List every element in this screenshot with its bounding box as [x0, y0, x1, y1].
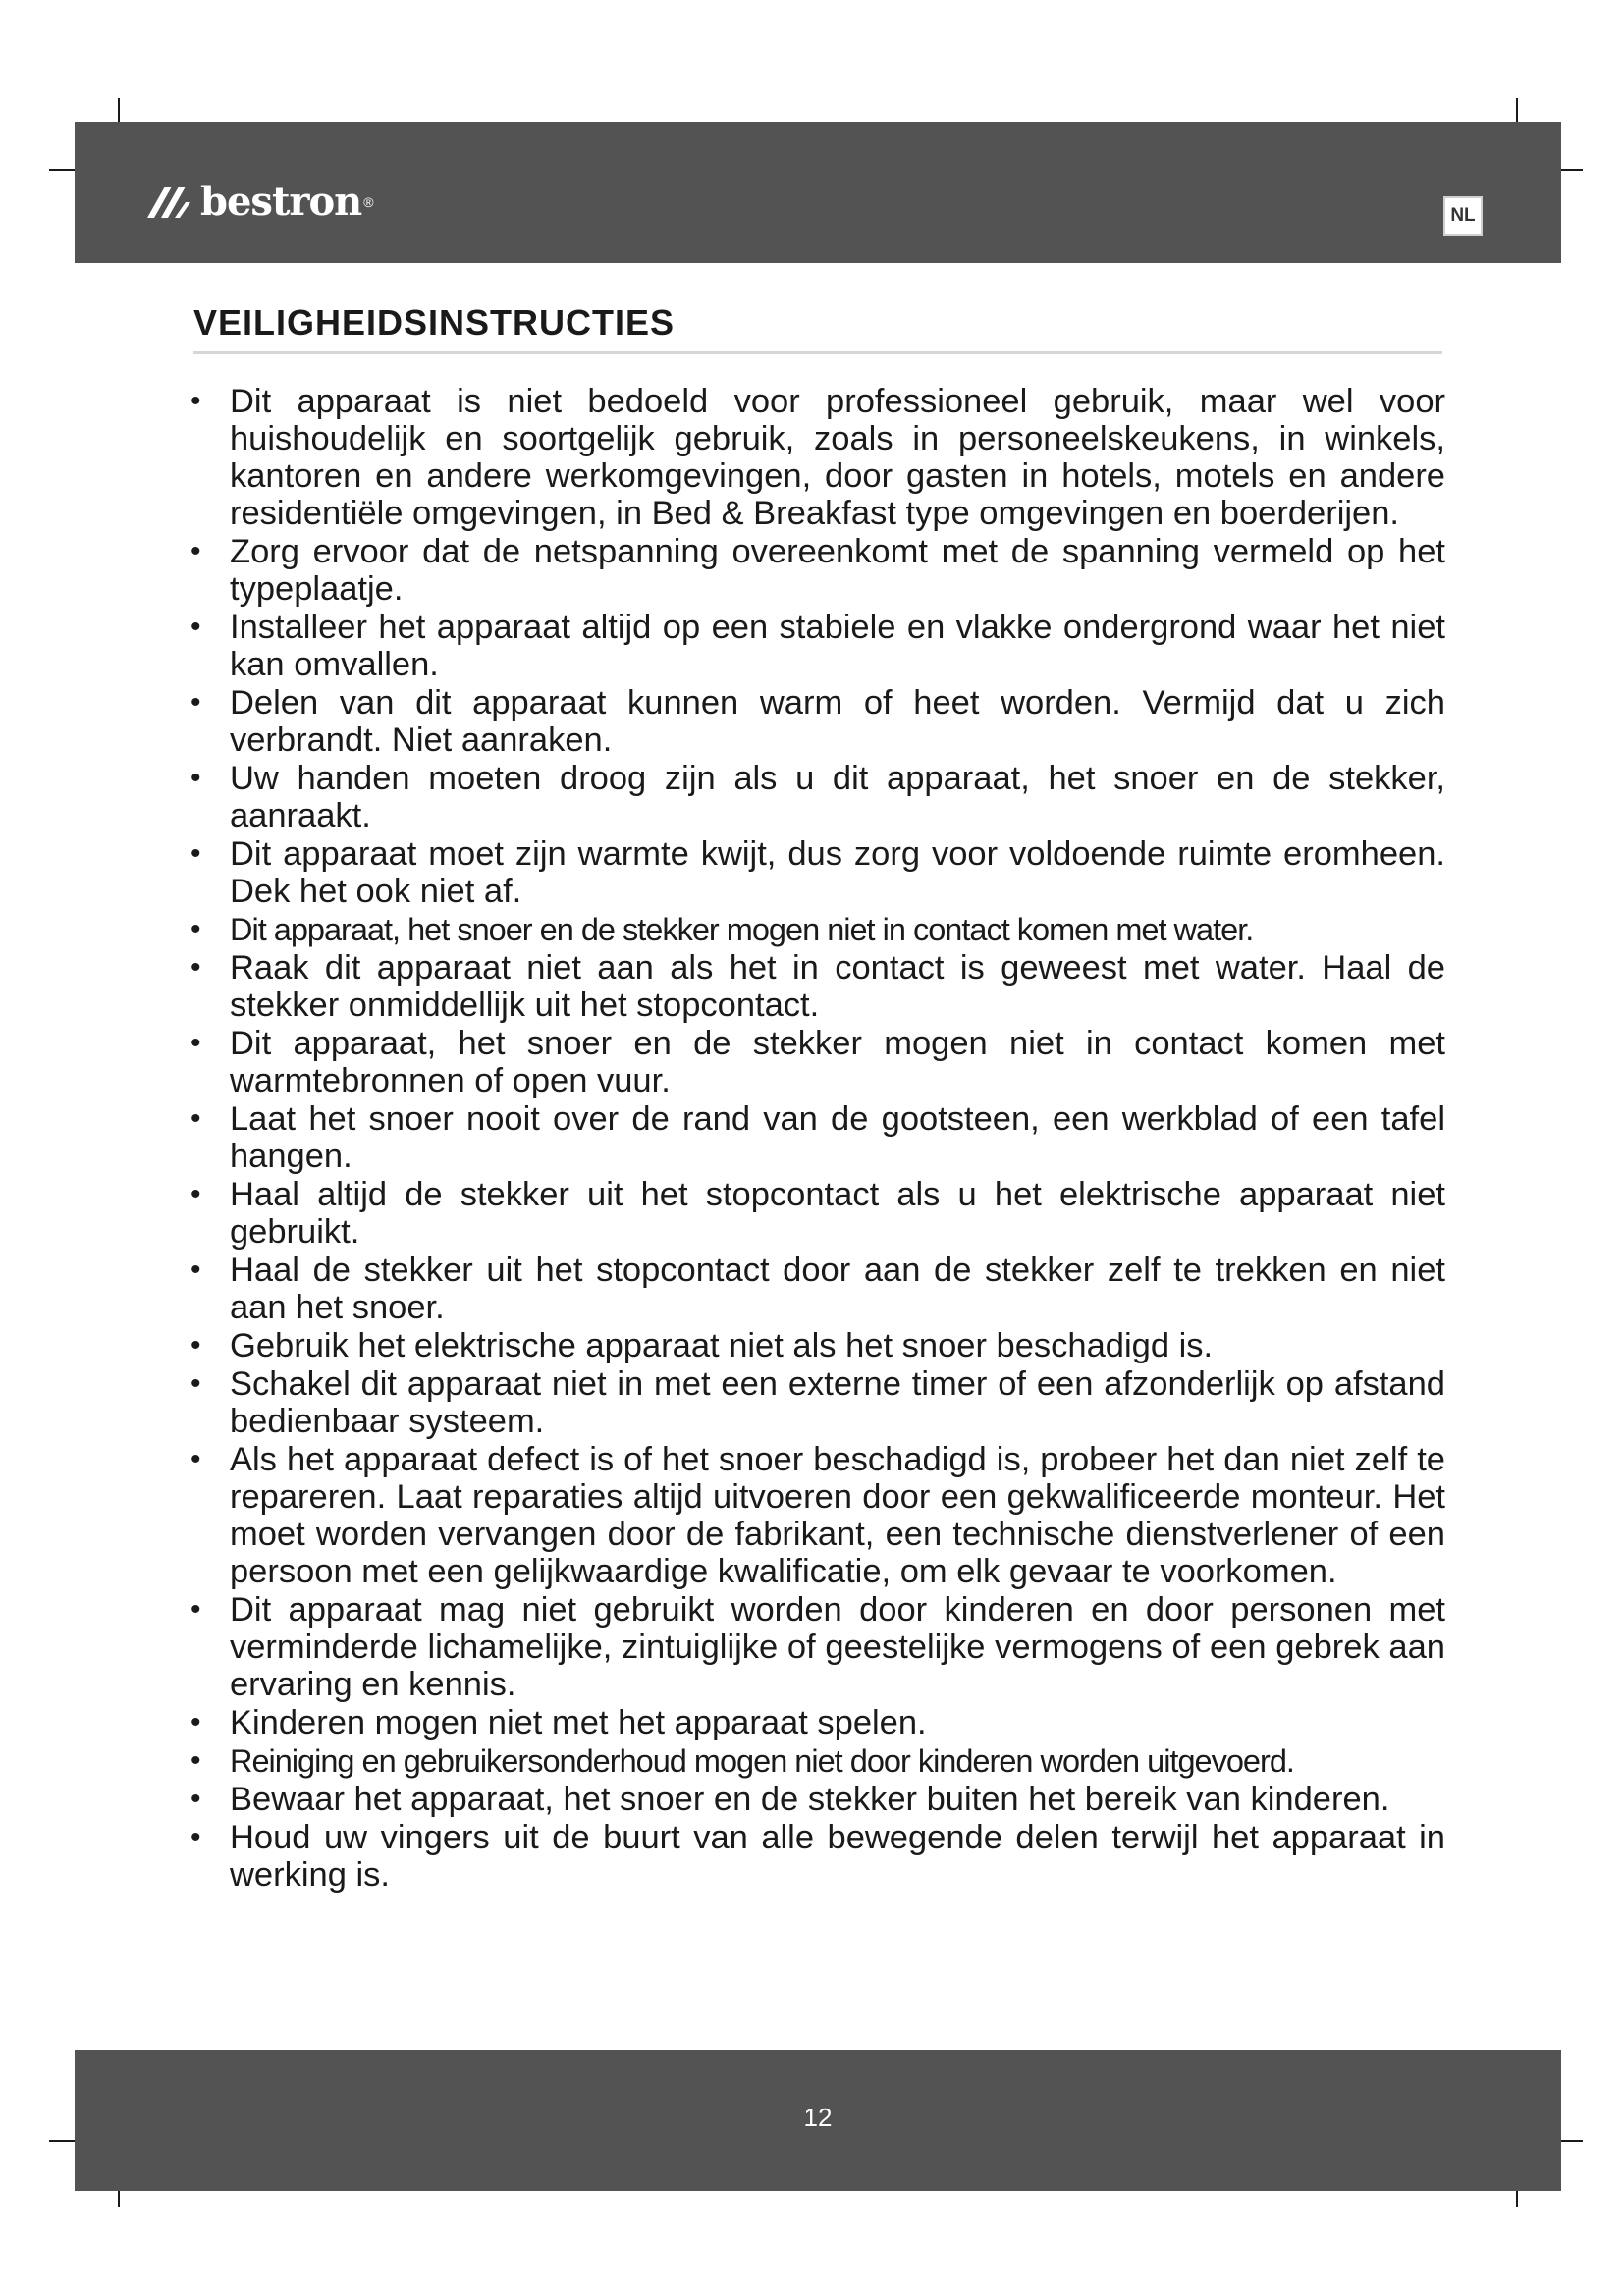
list-item-text: Haal altijd de stekker uit het stopcontact als u het elektrische apparaat niet gebruikt.: [230, 1176, 1445, 1251]
list-item-text: Reiniging en gebruikersonderhoud mogen niet door kinderen worden uitgevoerd.: [230, 1743, 1294, 1779]
list-item-text: Uw handen moeten droog zijn als u dit apparaat, het snoer en de stekker, aanraakt.: [230, 760, 1445, 834]
list-item-text: Kinderen mogen niet met het apparaat spelen.: [230, 1704, 927, 1741]
bullet: •: [190, 1744, 200, 1777]
brand-name: bestron: [200, 179, 362, 225]
bullet: •: [190, 837, 201, 870]
bullet: •: [190, 1706, 201, 1738]
bullet: •: [190, 1254, 201, 1286]
bullet: •: [190, 951, 201, 984]
bullet: •: [190, 1783, 201, 1815]
language-badge: NL: [1443, 196, 1483, 236]
list-item: [169, 533, 1445, 608]
list-item-text: Dit apparaat is niet bedoeld voor professioneel gebruik, maar wel voor huishoudelijk en soortgelijk gebruik, zoals in personeelskeukens, in winkels, kantoren en andere werkomgevingen, door gasten in hotels, motels en andere residentiële omgevingen, in Bed & Breakfast type omgevingen en boerderijen.: [230, 383, 1445, 532]
double-chevron-icon: [145, 183, 194, 222]
list-item: [169, 1025, 1445, 1099]
list-item: [169, 1100, 1445, 1175]
bullet: •: [190, 686, 201, 719]
bullet: •: [190, 1329, 201, 1362]
bullet: •: [190, 1593, 201, 1626]
title-divider: [193, 351, 1442, 354]
list-item-text: Laat het snoer nooit over de rand van de gootsteen, een werkblad of een tafel hangen.: [230, 1100, 1445, 1175]
list-item-text: Dit apparaat, het snoer en de stekker mogen niet in contact komen met water.: [230, 912, 1254, 947]
page-number: 12: [803, 2103, 833, 2132]
list-item-text: Dit apparaat mag niet gebruikt worden door kinderen en door personen met verminderde lichamelijke, zintuiglijke of geestelijke vermogens of een gebrek aan ervaring en kennis.: [230, 1591, 1445, 1703]
list-item-text: Houd uw vingers uit de buurt van alle bewegende delen terwijl het apparaat in werking is.: [230, 1819, 1445, 1894]
list-item-text: Dit apparaat, het snoer en de stekker mogen niet in contact komen met warmtebronnen of open vuur.: [230, 1025, 1445, 1099]
list-item: [169, 1176, 1445, 1251]
list-item-text: Zorg ervoor dat de netspanning overeenkomt met de spanning vermeld op het typeplaatje.: [230, 533, 1445, 608]
list-item: [169, 949, 1445, 1024]
list-item: [169, 1591, 1445, 1703]
registered-mark: ®: [363, 194, 374, 210]
bullet: •: [190, 1443, 201, 1475]
list-item: [169, 684, 1445, 759]
list-item-text: Bewaar het apparaat, het snoer en de stekker buiten het bereik van kinderen.: [230, 1781, 1390, 1818]
list-item-text: Raak dit apparaat niet aan als het in contact is geweest met water. Haal de stekker onmiddellijk uit het stopcontact.: [230, 949, 1445, 1024]
list-item: [169, 1781, 1445, 1818]
list-item: [169, 911, 1445, 948]
brand-logo: [145, 179, 374, 225]
list-item: [169, 1742, 1445, 1780]
list-item: [169, 1327, 1445, 1364]
list-item: [169, 1365, 1445, 1440]
list-item: [169, 760, 1445, 834]
bullet: •: [190, 1178, 201, 1210]
list-item: [169, 1252, 1445, 1326]
bullet: •: [190, 762, 201, 794]
list-item: [169, 1441, 1445, 1590]
list-item-text: Dit apparaat moet zijn warmte kwijt, dus zorg voor voldoende ruimte eromheen. Dek het ook niet af.: [230, 835, 1445, 910]
list-item-text: Schakel dit apparaat niet in met een externe timer of een afzonderlijk op afstand bedienbaar systeem.: [230, 1365, 1445, 1440]
bullet: •: [190, 913, 200, 945]
bullet: •: [190, 611, 201, 643]
bullet: •: [190, 535, 201, 567]
list-item: [169, 383, 1445, 532]
bullet: •: [190, 1367, 201, 1400]
list-item-text: Delen van dit apparaat kunnen warm of heet worden. Vermijd dat u zich verbrandt. Niet aanraken.: [230, 684, 1445, 759]
list-item: [169, 835, 1445, 910]
list-item-text: Als het apparaat defect is of het snoer beschadigd is, probeer het dan niet zelf te repareren. Laat reparaties altijd uitvoeren door een gekwalificeerde monteur. Het moet worden vervangen door de fabrikant, een technische dienstverlener of een persoon met een gelijkwaardige kwalificatie, om elk gevaar te voorkomen.: [230, 1441, 1445, 1590]
safety-instructions-list: [169, 383, 1445, 1895]
list-item-text: Gebruik het elektrische apparaat niet als het snoer beschadigd is.: [230, 1327, 1214, 1364]
header-bar: [75, 122, 1561, 263]
section-title: VEILIGHEIDSINSTRUCTIES: [193, 302, 676, 343]
bullet: •: [190, 1102, 201, 1135]
bullet: •: [190, 1027, 201, 1059]
list-item: [169, 1819, 1445, 1894]
list-item: [169, 609, 1445, 683]
bullet: •: [190, 385, 201, 417]
list-item: [169, 1704, 1445, 1741]
bullet: •: [190, 1821, 201, 1853]
list-item-text: Haal de stekker uit het stopcontact door aan de stekker zelf te trekken en niet aan het snoer.: [230, 1252, 1445, 1326]
footer-bar: [75, 2050, 1561, 2191]
list-item-text: Installeer het apparaat altijd op een stabiele en vlakke ondergrond waar het niet kan omvallen.: [230, 609, 1445, 683]
